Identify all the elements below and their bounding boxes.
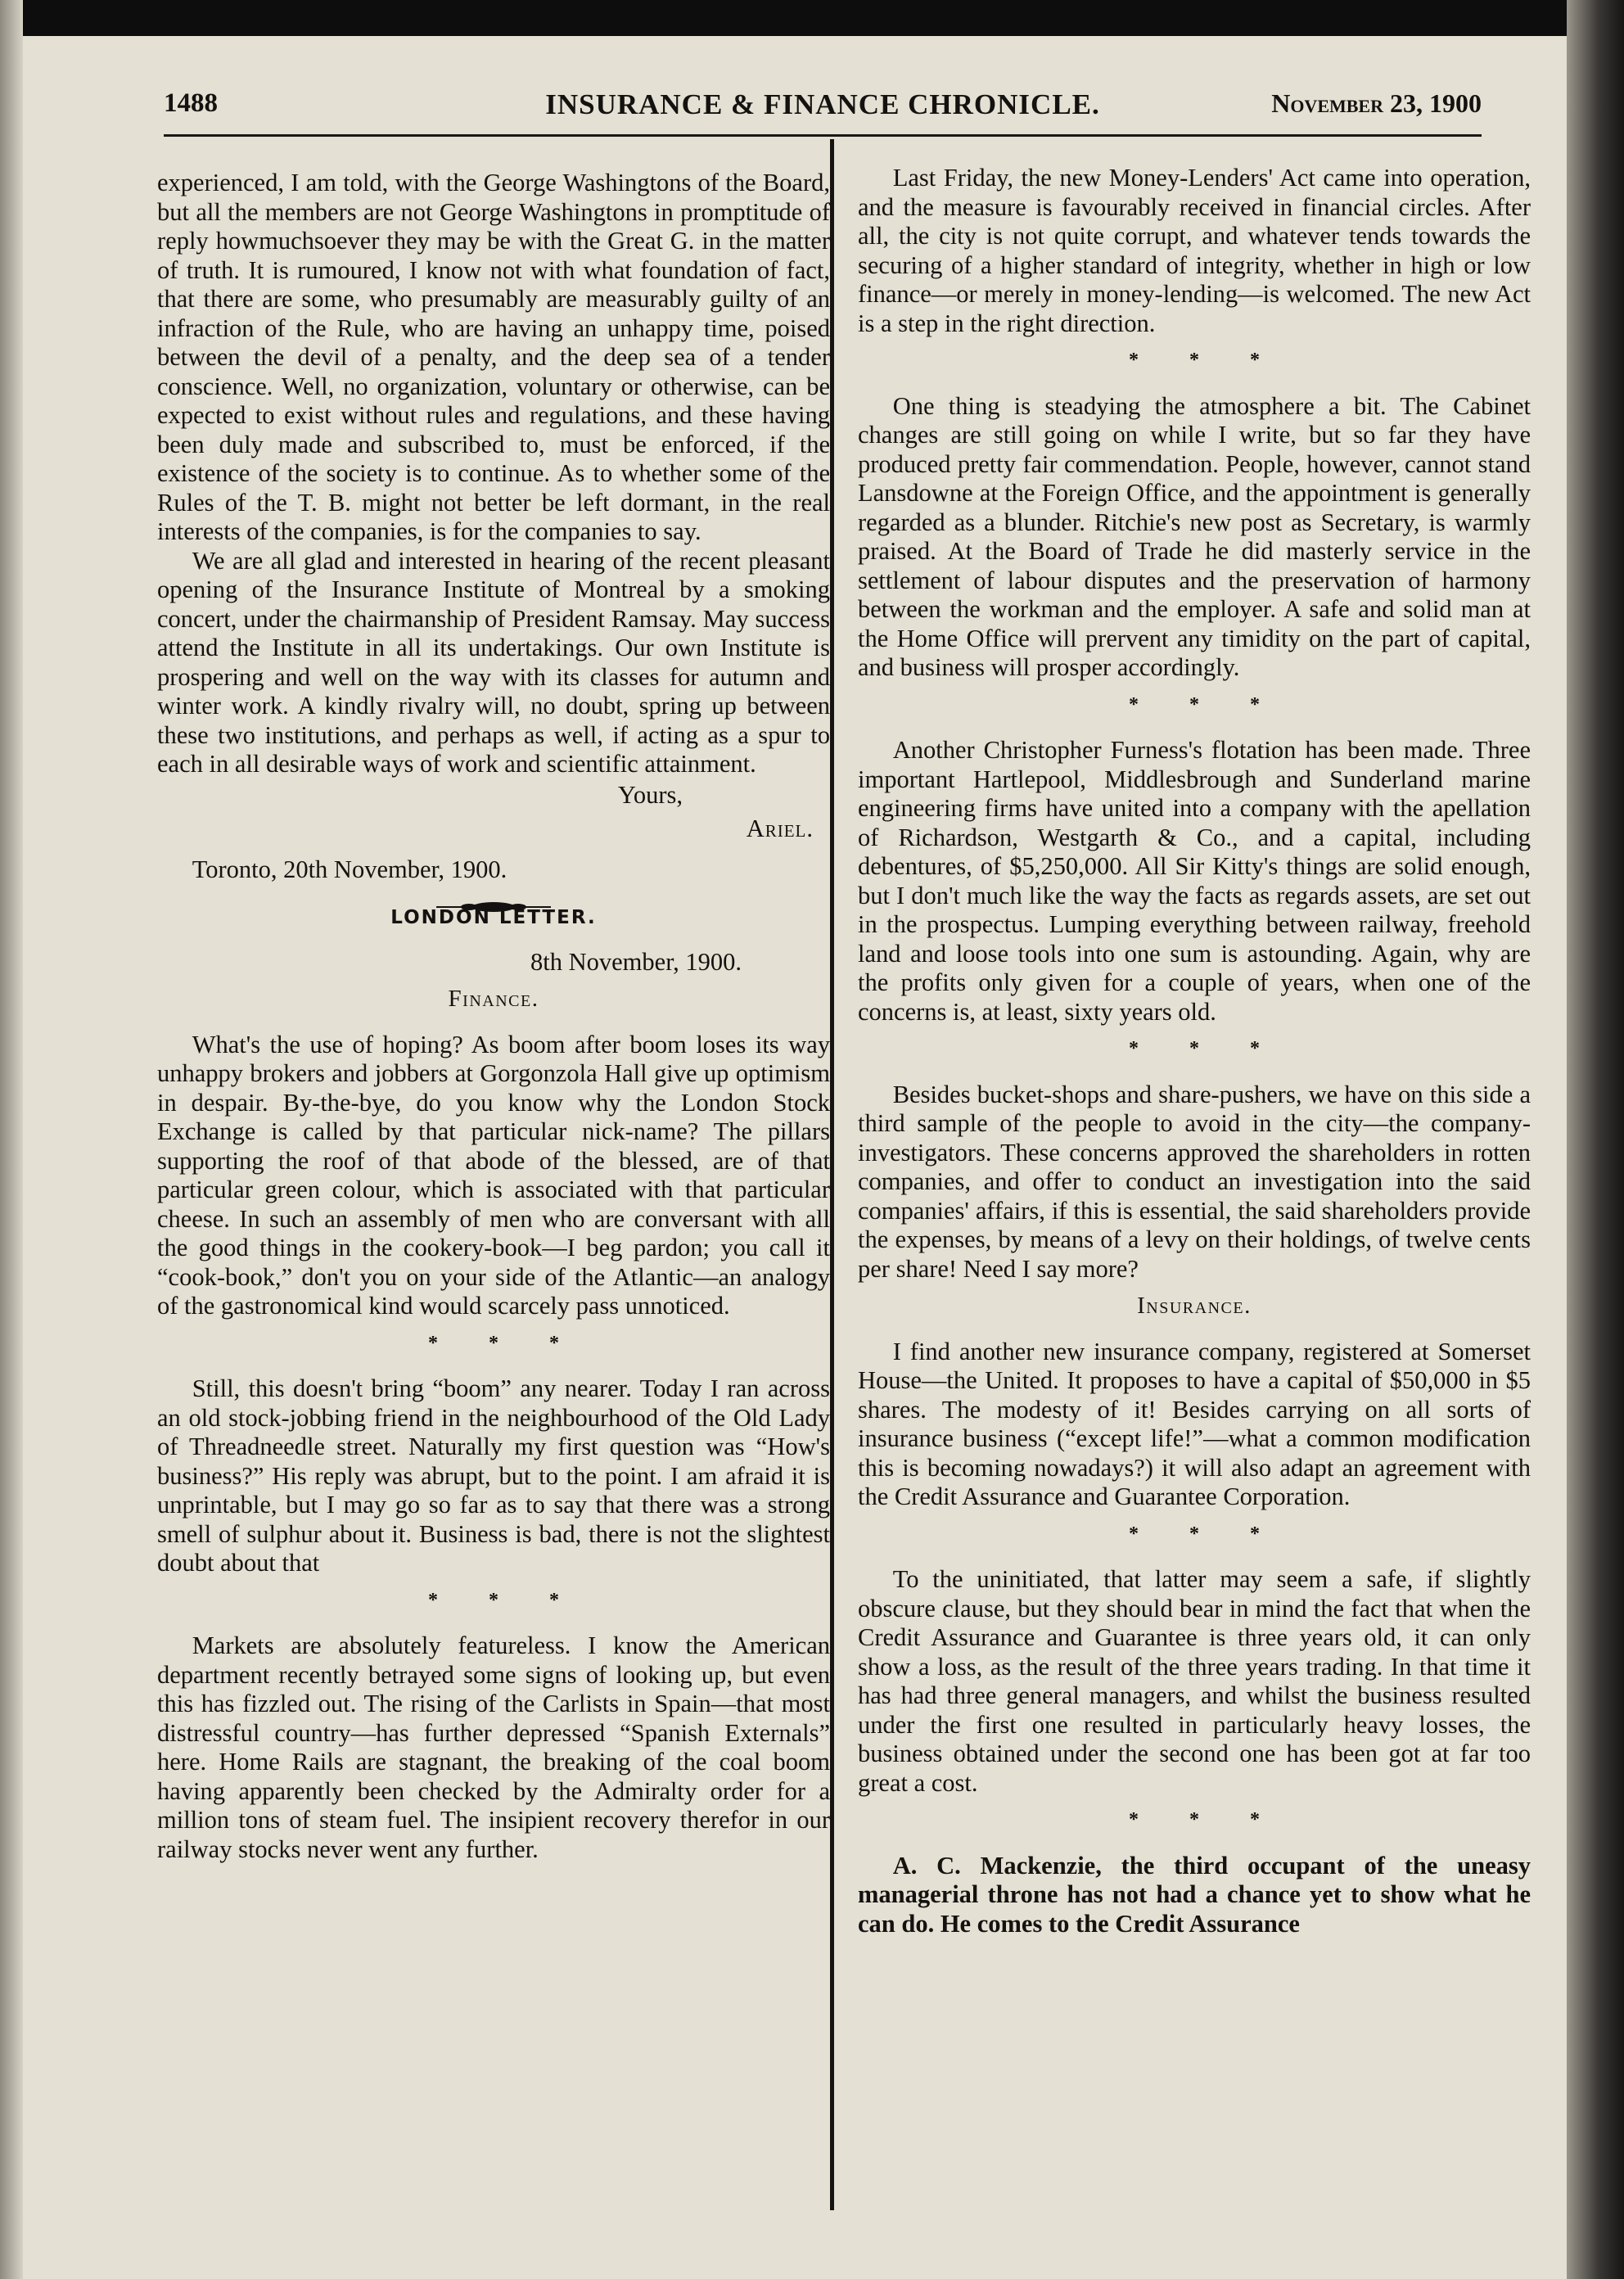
ornament-divider	[157, 891, 830, 902]
paragraph: Markets are absolutely featureless. I know the American department recently betrayed some signs of looking up, but even this has fizzled out. The rising of the Carlists in Spain—that most distressful country—has further depressed “Spanish Externals” here. Home Rails are stagnant, the breaking of the coal boom having apparently been checked by the Admiralty order for a million tons of steam fuel. The insipient recovery therefor in our railway stocks never went any further.	[157, 1631, 830, 1863]
letter-closing: Yours,	[617, 780, 683, 809]
section-break: * * *	[1129, 1809, 1283, 1830]
paragraph: To the uninitiated, that latter may seem a safe, if slightly obscure clause, but they should bear in mind the fact that when the Credit Assurance and Guarantee is three years old, it can only show a loss, as the result of the three years trading. In that time it has had three general managers, and whilst the business resulted under the first one resulted in particularly heavy losses, the business obtained under the second one has been got at far too great a cost.	[858, 1565, 1531, 1797]
running-header	[164, 88, 1482, 129]
section-break: * * *	[1129, 350, 1283, 371]
paragraph: We are all glad and interested in hearing of the recent pleasant opening of the Insurance Institute of Montreal by a smoking concert, under the chairmanship of President Ramsay. May success attend the Institute in all its undertakings. Our own Institute is prospering and well on the way with its classes for autumn and winter work. A kindly rivalry will, no doubt, spring up between these two institutions, and perhaps as well, if acting as a spur to each in all desirable ways of work and scientific attainment.	[157, 546, 830, 778]
paragraph: Besides bucket-shops and share-pushers, we have on this side a third sample of the people to avoid in the city—the company-investigators. These concerns approved the shareholders in rotten companies, and offer to conduct an investigation into the said companies' affairs, if this is essential, the said shareholders provide the expenses, by means of a levy on their holdings, of twelve cents per share! Need I say more?	[858, 1080, 1531, 1283]
paragraph: Another Christopher Furness's flotation has been made. Three important Hartlepool, Middlesbrough and Sunderland marine engineering firms have united into a company with the apellation of Richardson, Westgarth & Co., and a capital, including debentures, of $5,250,000. All Sir Kitty's things are solid enough, but I don't much like the way the facts as regards assets, are set out in the prospectus. Lumping everything between railway, freehold land and loose tools into one sum is astounding. Again, why are the profits only given for a couple of years, when one of the concerns is, at least, sixty years old.	[858, 736, 1531, 1026]
paragraph: One thing is steadying the atmosphere a bit. The Cabinet changes are still going on while I write, but so far they have produced pretty fair commendation. People, however, cannot stand Lansdowne at the Foreign Office, and the appointment is generally regarded as a blunder. Ritchie's new post as Secretary, is warmly praised. At the Board of Trade he did masterly service in the settlement of labour disputes and the preservation of harmony between the workman and the employer. A safe and solid man at the Home Office will prervent any timidity on the part of capital, and business will prosper accordingly.	[858, 391, 1531, 681]
paragraph: Last Friday, the new Money-Lenders' Act came into operation, and the measure is favourably received in financial circles. After all, the city is not quite corrupt, and whatever tends towards the securing of a higher standard of integrity, whether in high or low finance—or merely in money-lending—is welcomed. The new Act is a step in the right direction.	[858, 164, 1531, 337]
page-number: 1488	[164, 88, 218, 118]
section-title: LONDON LETTER.	[390, 907, 597, 928]
dateline: Toronto, 20th November, 1900.	[192, 855, 508, 883]
publication-title: INSURANCE & FINANCE CHRONICLE.	[545, 88, 1100, 120]
scan-top-edge	[0, 0, 1624, 36]
scan-right-edge	[1567, 0, 1624, 2279]
paragraph: Still, this doesn't bring “boom” any nearer. Today I ran across an old stock-jobbing friend in the neighbourhood of the Old Lady of Threadneedle street. Naturally my first question was “How's business?” His reply was abrupt, but to the point. I am afraid it is unprintable, but I may go so far as to say that there was a strong smell of sulphur about it. Business is bad, there is not the slightest doubt about that	[157, 1374, 830, 1577]
paragraph: A. C. Mackenzie, the third occupant of the uneasy managerial throne has not had a chance yet to show what he can do. He comes to the Credit Assurance	[858, 1851, 1531, 1938]
section-break: * * *	[1129, 693, 1283, 715]
section-break: * * *	[1129, 1523, 1283, 1545]
letter-date: 8th November, 1900.	[530, 947, 742, 976]
subheading: Finance.	[448, 986, 539, 1012]
left-column	[157, 169, 830, 1864]
section-break: * * *	[428, 1589, 582, 1611]
column-rule	[830, 139, 834, 2210]
paragraph: What's the use of hoping? As boom after boom loses its way unhappy brokers and jobbers at Gorgonzola Hall give up optimism in despair. By-the-bye, do you know why the London Stock Exchange is called by that particular nick-name? The pillars supporting the roof of that abode of the blessed, are of that particular green colour, which is associated with that particular cheese. In such an assembly of men who are conversant with all the good things in the cookery-book—I beg pardon; you call it “cook-book,” don't you on your side of the Atlantic—an analogy of the gastronomical kind would scarcely pass unnoticed.	[157, 1030, 830, 1320]
right-column	[858, 164, 1531, 1938]
paragraph: I find another new insurance company, registered at Somerset House—the United. It proposes to have a capital of $50,000 in $5 shares. The modesty of it! Besides carrying on all sorts of insurance business (“except life!”—what a common modification this is becoming nowadays?) it will also adapt an agreement with the Credit Assurance and Guarantee Corporation.	[858, 1337, 1531, 1510]
section-break: * * *	[428, 1332, 582, 1354]
header-rule	[164, 134, 1482, 137]
section-break: * * *	[1129, 1038, 1283, 1059]
paragraph: experienced, I am told, with the George Washingtons of the Board, but all the members are not George Washingtons in promptitude of reply howmuchsoever they may be with the Great G. in the matter of truth. It is rumoured, I know not with what foundation of fact, that there are some, who presumably are measurably guilty of an infraction of the Rule, who are having an unhappy time, poised between the devil of a penalty, and the deep sea of a tender conscience. Well, no organization, voluntary or otherwise, can be expected to exist without rules and regulations, and these having been duly made and subscribed to, must be enforced, if the existence of the society is to continue. As to whether some of the Rules of the T. B. might not better be left dormant, in the real interests of the companies, is for the companies to say.	[157, 169, 830, 545]
subheading: Insurance.	[1137, 1293, 1252, 1319]
scan-left-edge	[0, 0, 23, 2279]
issue-date: November 23, 1900	[1271, 88, 1482, 118]
letter-signature: Ariel.	[746, 815, 814, 842]
